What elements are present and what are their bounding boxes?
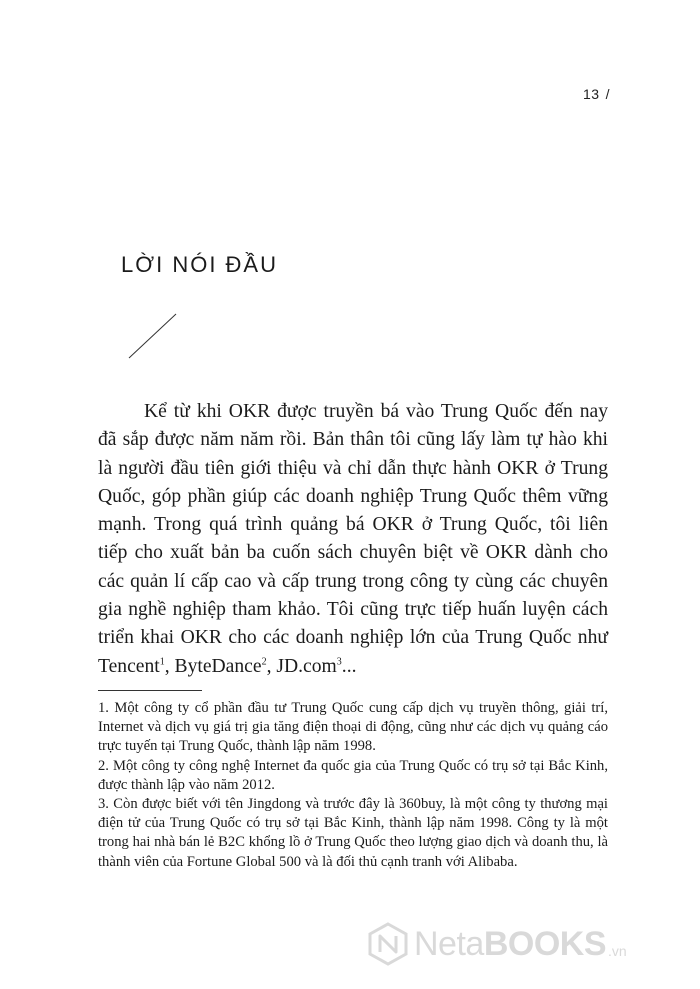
- paragraph-ending: ...: [341, 655, 357, 677]
- chapter-title: LỜI NÓI ĐẦU: [121, 252, 278, 277]
- footnote-3: 3. Còn được biết với tên Jingdong và trước đây là 360buy, là một công ty thương mại điện tử của Trung Quốc có trụ sở tại Bắc Kinh, thành lập năm 1998. Công ty là một trong hai nhà bán lẻ B2C khổng lồ ở Trung Quốc theo lượng giao dịch và doanh thu, là thành viên của Fortune Global 500 và là đối thủ cạnh tranh với Alibaba.: [98, 796, 608, 870]
- watermark: [366, 922, 627, 966]
- page-number-separator: /: [605, 86, 610, 102]
- footnote-ref-2: 2: [261, 656, 267, 668]
- separator-1: ,: [164, 655, 175, 677]
- page-number: [583, 86, 610, 102]
- title-decorative-line: [128, 313, 178, 359]
- watermark-suffix: .vn: [608, 943, 627, 959]
- page-number-value: 13: [583, 86, 600, 102]
- body-text-main: Kể từ khi OKR được truyền bá vào Trung Quốc đến nay đã sắp được năm năm rồi. Bản thân tôi cũng lấy làm tự hào khi là người đầu tiên giới thiệu và chỉ dẫn thực hành OKR ở Trung Quốc, góp phần giúp các doanh nghiệp Trung Quốc thêm vững mạnh. Trong quá trình quảng bá OKR ở Trung Quốc, tôi liên tiếp cho xuất bản ba cuốn sách chuyên biệt về OKR dành cho các quản lí cấp cao và cấp trung trong công ty cùng các chuyên gia nghề nghiệp tham khảo. Tôi cũng trực tiếp huấn luyện cách triển khai OKR cho các doanh nghiệp lớn của Trung Quốc như Tencent: [98, 401, 608, 677]
- separator-2: ,: [266, 655, 277, 677]
- body-paragraph: [98, 398, 608, 681]
- footnotes: [98, 699, 608, 872]
- watermark-name: [414, 925, 606, 964]
- footnote-ref-1: 1: [159, 656, 165, 668]
- watermark-name-part2: BOOKS: [483, 924, 607, 963]
- watermark-name-part1: Neta: [414, 924, 484, 963]
- company-bytedance: ByteDance: [174, 655, 262, 677]
- company-jd: JD.com: [276, 655, 337, 677]
- footnote-divider: [98, 690, 202, 691]
- footnote-2: 2. Một công ty công nghệ Internet đa quốc gia của Trung Quốc có trụ sở tại Bắc Kinh, được thành lập vào năm 2012.: [98, 757, 608, 793]
- footnote-1: 1. Một công ty cổ phần đầu tư Trung Quốc cung cấp dịch vụ truyền thông, giải trí, Internet và dịch vụ giá trị gia tăng điện thoại di động, cũng như các dịch vụ quảng cáo trực tuyến tại Trung Quốc, thành lập năm 1998.: [98, 700, 608, 755]
- footnote-ref-3: 3: [336, 656, 342, 668]
- netabooks-logo-icon: [366, 922, 410, 966]
